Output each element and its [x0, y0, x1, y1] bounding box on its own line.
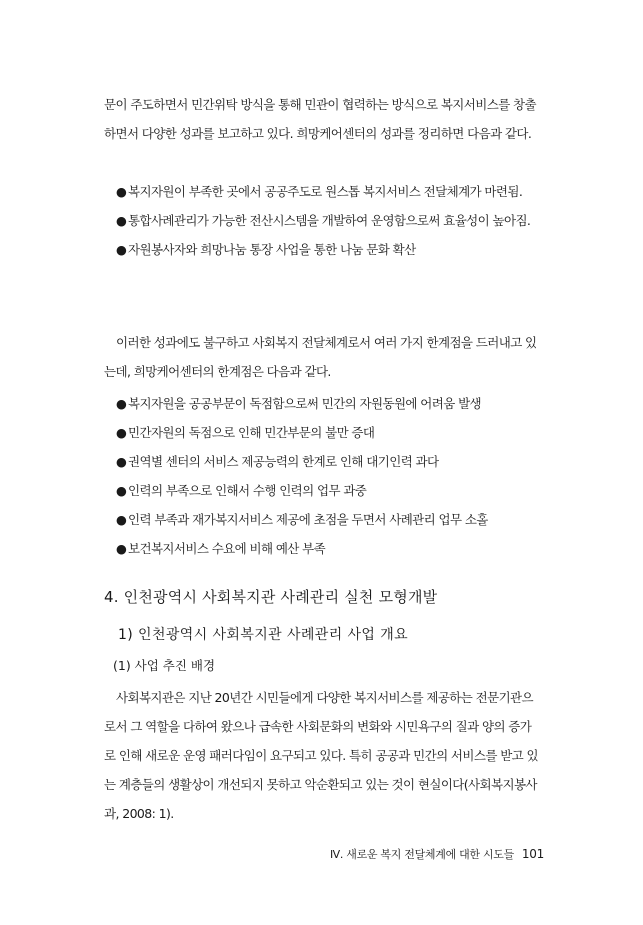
bullet-icon: ●	[116, 454, 127, 469]
list-item	[104, 177, 542, 206]
list-item	[104, 505, 542, 534]
intro-paragraph: 문이 주도하면서 민간위탁 방식을 통해 민관이 협력하는 방식으로 복지서비스를 창출하면서 다양한 성과를 보고하고 있다. 희망케어센터의 성과를 정리하면 다음과 같다.	[104, 97, 536, 141]
list-item	[104, 389, 542, 418]
list-item-text: 보건복지서비스 수요에 비해 예산 부족	[128, 541, 326, 556]
bullet-icon: ●	[116, 242, 127, 257]
subsection-title: 1) 인천광역시 사회복지관 사례관리 사업 개요	[118, 627, 409, 643]
bullet-icon: ●	[116, 396, 127, 411]
background-block	[104, 683, 542, 828]
list-item-text: 복지자원을 공공부문이 독점함으로써 민간의 자원동원에 어려움 발생	[128, 396, 482, 411]
limits-block	[104, 328, 542, 386]
list-item-text: 복지자원이 부족한 곳에서 공공주도로 원스톱 복지서비스 전달체계가 마련됨.	[128, 184, 523, 199]
footer-chapter-title: Ⅳ. 새로운 복지 전달체계에 대한 시도들	[330, 848, 514, 861]
achievements-block	[104, 177, 542, 264]
page-number: 101	[521, 847, 544, 861]
background-paragraph: 사회복지관은 지난 20년간 시민들에게 다양한 복지서비스를 제공하는 전문기관으로서 그 역할을 다하여 왔으나 급속한 사회문화의 변화와 시민욕구의 질과 양의 증가로 인해 새로운 운영 패러다임이 요구되고 있다. 특히 공공과 민간의 서비스를 받고 있는 계층들의 생활상이 개선되지 못하고 악순환되고 있는 것이 현실이다(사회복지봉사과, 2008: 1).	[104, 690, 539, 821]
page-footer	[330, 846, 543, 862]
list-item	[104, 418, 542, 447]
list-item-text: 인력의 부족으로 인해서 수행 인력의 업무 과중	[128, 483, 367, 498]
section-title: 4. 인천광역시 사회복지관 사례관리 실천 모형개발	[104, 588, 438, 606]
subsubsection-title: (1) 사업 추진 배경	[113, 658, 216, 673]
list-item	[104, 206, 542, 235]
limits-paragraph: 이러한 성과에도 불구하고 사회복지 전달체계로서 여러 가지 한계점을 드러내고 있는데, 희망케어센터의 한계점은 다음과 같다.	[104, 335, 537, 379]
limitations-block	[104, 389, 542, 563]
list-item	[104, 235, 542, 264]
bullet-icon: ●	[116, 213, 127, 228]
list-item	[104, 534, 542, 563]
list-item-text: 자원봉사자와 희망나눔 통장 사업을 통한 나눔 문화 확산	[128, 242, 416, 257]
list-item-text: 통합사례관리가 가능한 전산시스템을 개발하여 운영함으로써 효율성이 높아짐.	[128, 213, 531, 228]
bullet-icon: ●	[116, 425, 127, 440]
list-item	[104, 476, 542, 505]
bullet-icon: ●	[116, 184, 127, 199]
list-item-text: 권역별 센터의 서비스 제공능력의 한계로 인해 대기인력 과다	[128, 454, 439, 469]
bullet-icon: ●	[116, 512, 127, 527]
list-item-text: 인력 부족과 재가복지서비스 제공에 초점을 두면서 사례관리 업무 소홀	[128, 512, 488, 527]
list-item	[104, 447, 542, 476]
achievements-list	[104, 177, 542, 264]
bullet-icon: ●	[116, 541, 127, 556]
list-item-text: 민간자원의 독점으로 인해 민간부문의 불만 증대	[128, 425, 375, 440]
intro-block	[104, 90, 542, 148]
limitations-list	[104, 389, 542, 563]
bullet-icon: ●	[116, 483, 127, 498]
